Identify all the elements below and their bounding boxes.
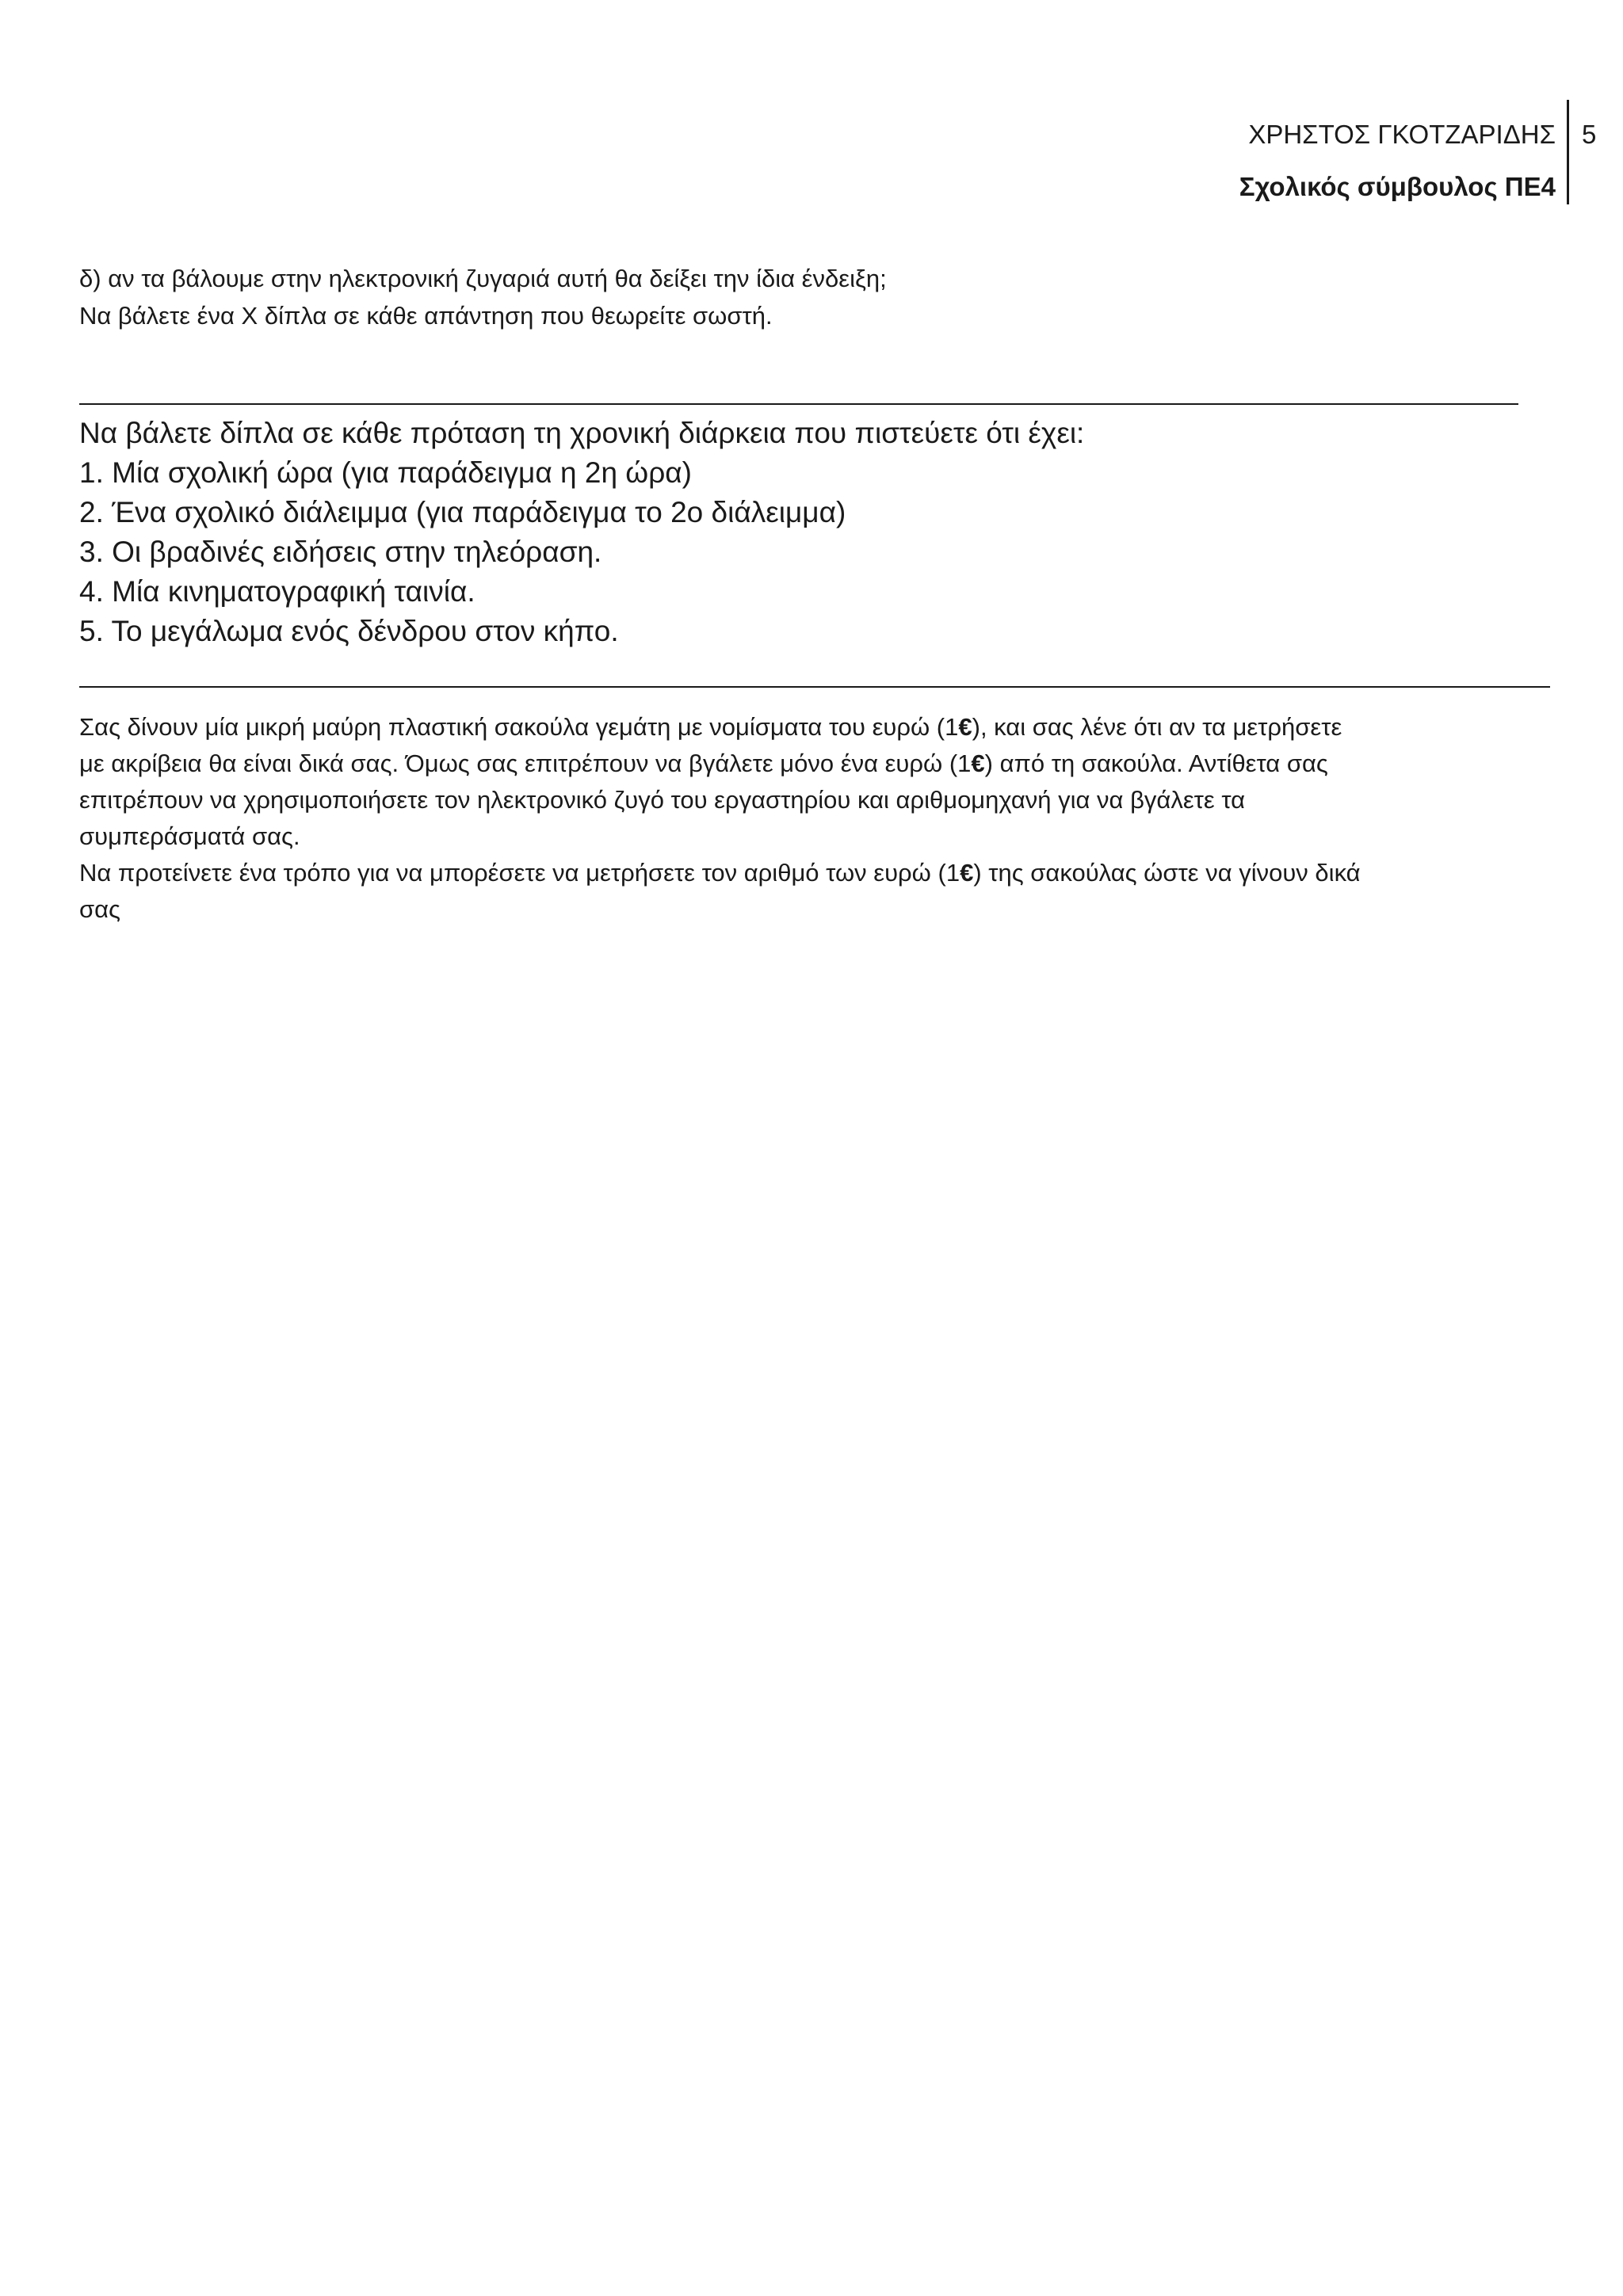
- duration-item: 3. Οι βραδινές ειδήσεις στην τηλεόραση.: [79, 536, 602, 568]
- separator-rule: [79, 686, 1550, 688]
- instruction-line: Να βάλετε ένα Χ δίπλα σε κάθε απάντηση που θεωρείτε σωστή.: [79, 302, 773, 330]
- problem-line: Σας δίνουν μία μικρή μαύρη πλαστική σακούλα γεμάτη με νομίσματα του ευρώ (1€), και σας λένε ότι αν τα μετρήσετε: [79, 713, 1342, 741]
- duration-item: 5. Το μεγάλωμα ενός δένδρου στον κήπο.: [79, 615, 619, 647]
- duration-item: 2. Ένα σχολικό διάλειμμα (για παράδειγμα το 2ο διάλειμμα): [79, 496, 846, 528]
- problem-line: συμπεράσματά σας.: [79, 822, 300, 850]
- duration-intro: Να βάλετε δίπλα σε κάθε πρόταση τη χρονική διάρκεια που πιστεύετε ότι έχει:: [79, 417, 1085, 449]
- header-divider: [1567, 100, 1569, 204]
- duration-item: 4. Μία κινηματογραφική ταινία.: [79, 575, 475, 608]
- header-role: Σχολικός σύμβουλος ΠΕ4: [1239, 172, 1556, 201]
- problem-line: επιτρέπουν να χρησιμοποιήσετε τον ηλεκτρονικό ζυγό του εργαστηρίου και αριθμομηχανή για να βγάλετε τα: [79, 786, 1246, 814]
- problem-line: με ακρίβεια θα είναι δικά σας. Όμως σας επιτρέπουν να βγάλετε μόνο ένα ευρώ (1€) από τη σακούλα. Αντίθετα σας: [79, 749, 1328, 777]
- problem-line: σας: [79, 895, 120, 923]
- header-author: ΧΡΗΣΤΟΣ ΓΚΟΤΖΑΡΙΔΗΣ: [1248, 120, 1556, 149]
- page-number: 5: [1582, 120, 1597, 149]
- problem-line: Να προτείνετε ένα τρόπο για να μπορέσετε να μετρήσετε τον αριθμό των ευρώ (1€) της σακούλας ώστε να γίνουν δικά: [79, 859, 1361, 887]
- duration-item: 1. Μία σχολική ώρα (για παράδειγμα η 2η ώρα): [79, 456, 692, 489]
- separator-rule: [79, 403, 1518, 405]
- question-d-line: δ) αν τα βάλουμε στην ηλεκτρονική ζυγαριά αυτή θα δείξει την ίδια ένδειξη;: [79, 265, 887, 292]
